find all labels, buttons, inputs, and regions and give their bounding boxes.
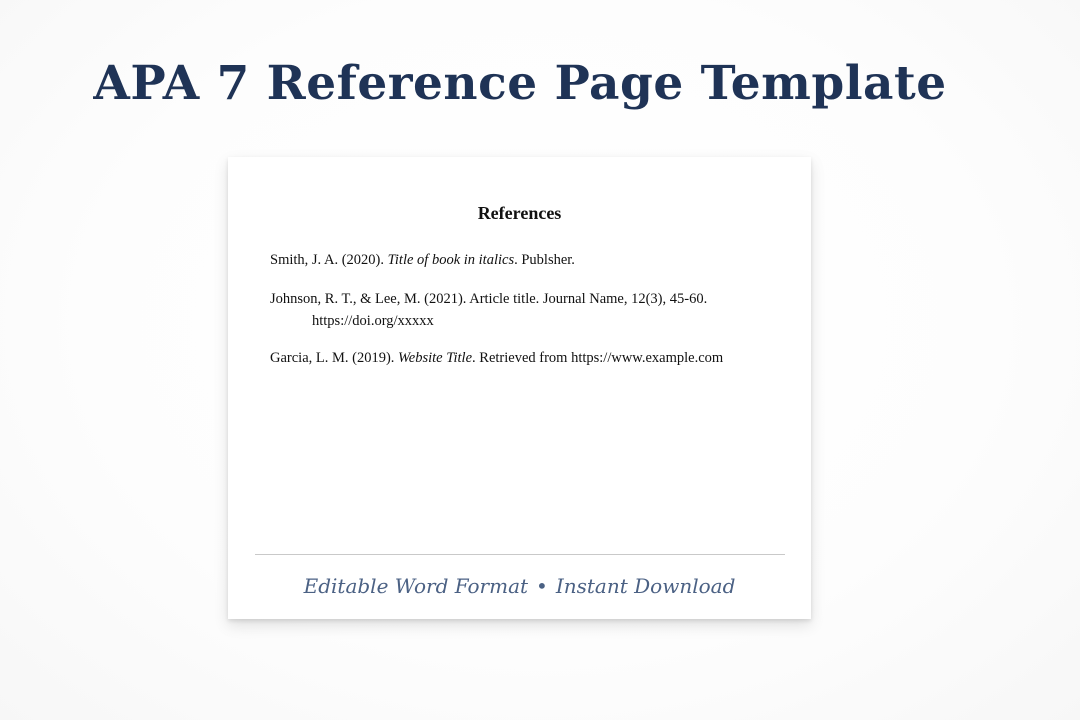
entry-italic-title: Website Title	[398, 350, 473, 366]
divider-line	[255, 554, 785, 555]
entry-italic-title: Title of book in italics	[387, 252, 515, 268]
reference-entry-2	[270, 288, 740, 332]
entry-doi-line: https://doi.org/xxxxx	[312, 313, 434, 329]
reference-entry-3	[270, 347, 740, 369]
entry-text: Smith, J. A. (2020).	[270, 252, 388, 268]
reference-entry-1	[270, 249, 740, 271]
page-heading: APA 7 Reference Page Template	[93, 56, 947, 111]
entry-text: . Publsher.	[514, 252, 575, 268]
tagline-download: Instant Download	[555, 574, 736, 598]
feature-tagline	[228, 574, 811, 598]
entry-text: . Retrieved from https://www.example.com	[472, 350, 724, 366]
entry-text: Johnson, R. T., & Lee, M. (2021). Article title. Journal Name, 12(3), 45-60.	[270, 291, 708, 307]
document-preview-sheet	[228, 157, 811, 619]
bullet-separator: •	[536, 574, 548, 598]
references-title: References	[477, 203, 562, 223]
entry-text: Garcia, L. M. (2019).	[270, 350, 399, 366]
tagline-editable: Editable Word Format	[303, 574, 529, 598]
